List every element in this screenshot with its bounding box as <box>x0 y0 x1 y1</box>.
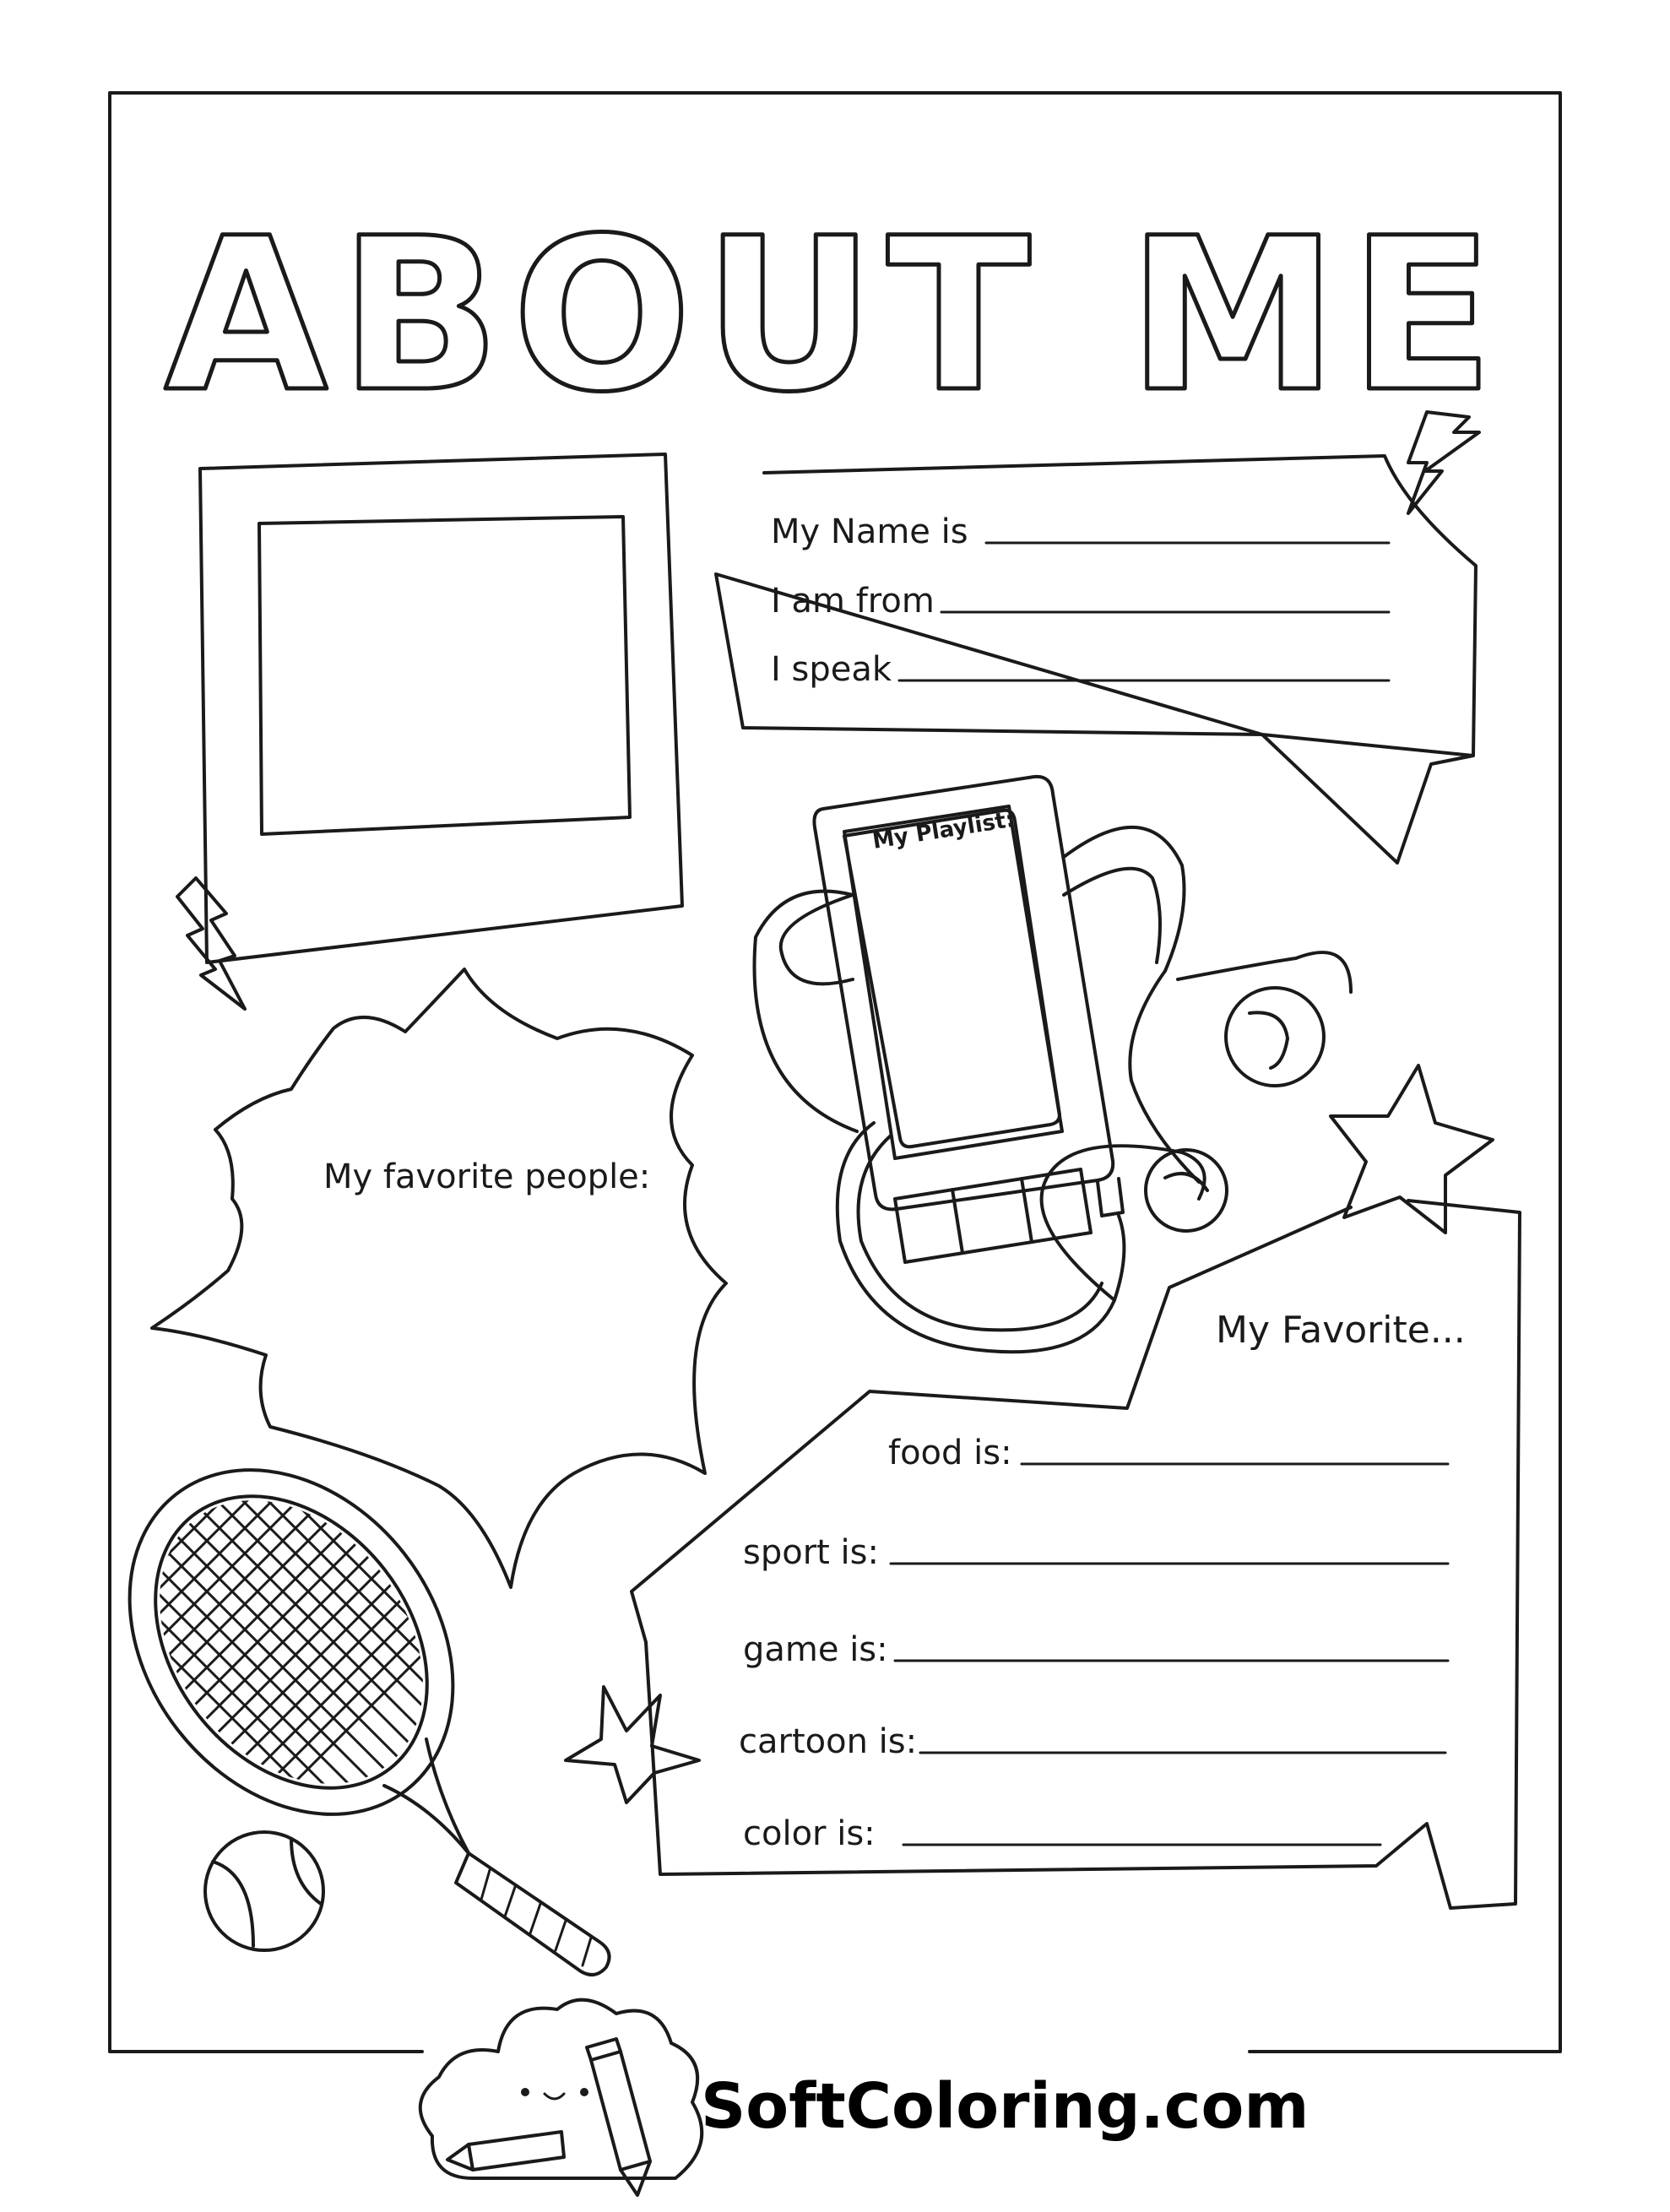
name-label: My Name is <box>771 512 968 551</box>
food-label: food is: <box>888 1434 1012 1472</box>
from-label: I am from <box>771 582 935 621</box>
cartoon-label: cartoon is: <box>739 1722 918 1761</box>
color-label: color is: <box>743 1814 876 1853</box>
favorite-people-label: My favorite people: <box>323 1158 651 1196</box>
speak-label: I speak <box>771 650 892 689</box>
favorite-people-bubble <box>152 969 726 1587</box>
favorites-heading: My Favorite... <box>1216 1309 1466 1352</box>
star-icon <box>566 1687 699 1803</box>
brand-name: SoftColoring.com <box>701 2070 1309 2143</box>
tennis-ball-icon <box>205 1832 323 1950</box>
lightning-bolt-icon <box>177 878 245 1009</box>
game-label: game is: <box>743 1630 888 1669</box>
favorites-card <box>632 1201 1520 1908</box>
sport-label: sport is: <box>743 1533 879 1572</box>
cloud-mascot-icon <box>420 2000 702 2178</box>
tennis-racket-icon <box>62 1258 609 1975</box>
photo-frame <box>200 454 682 962</box>
music-player-icon <box>755 777 1352 1352</box>
pencil-icon <box>587 2039 650 2195</box>
page-title: ABOUT ME <box>164 192 1506 438</box>
playlist-label: My Playlist: <box>870 806 1017 854</box>
name-card <box>716 456 1476 863</box>
